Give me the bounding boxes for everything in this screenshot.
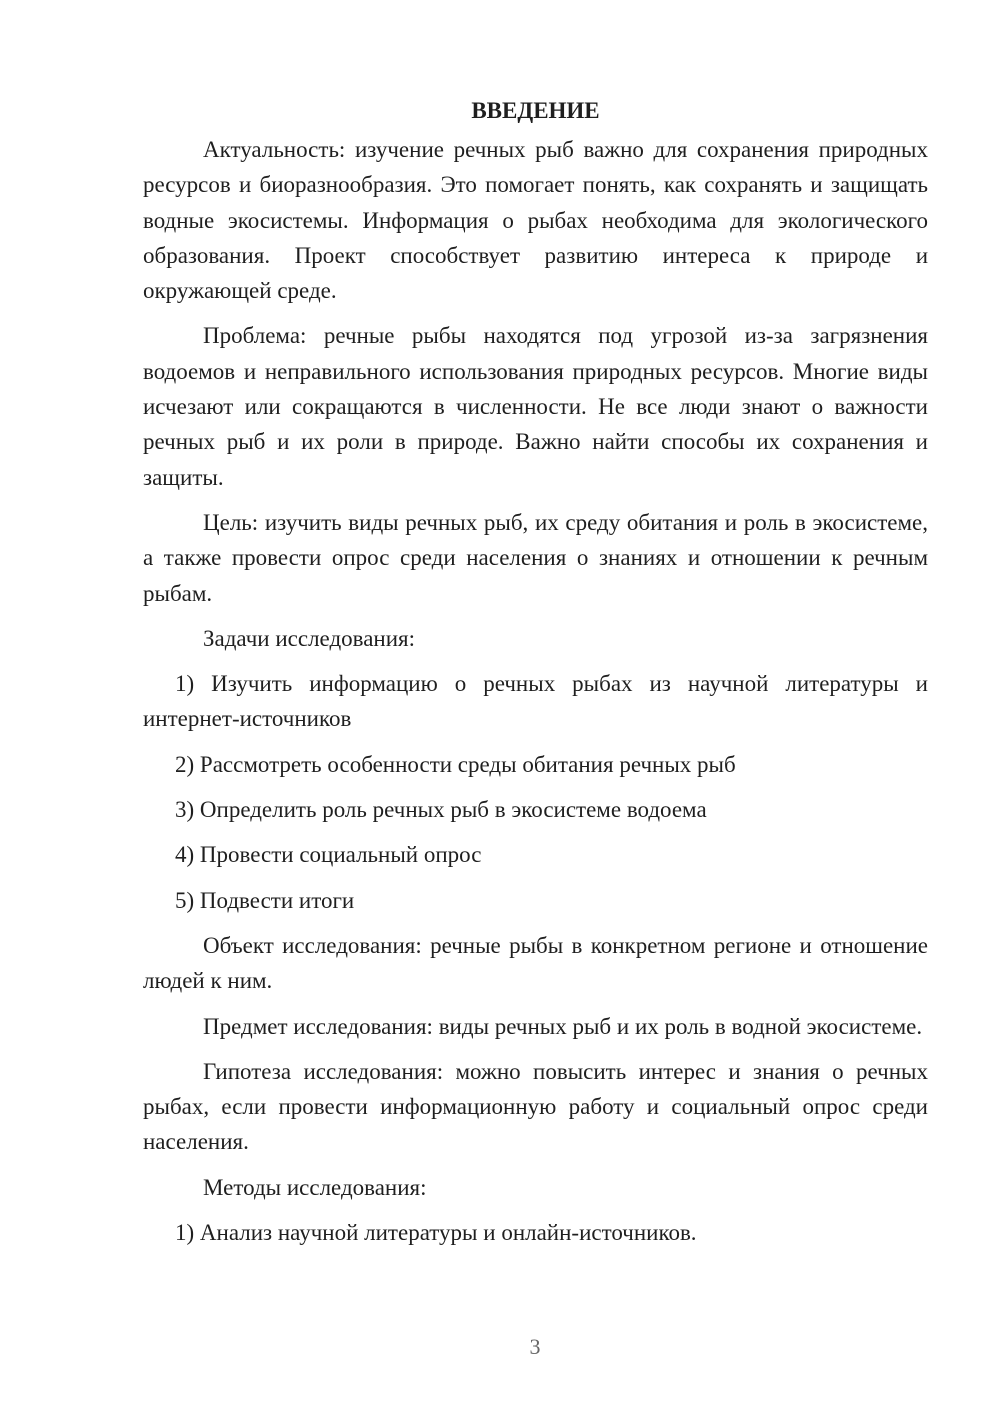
task-item-5: 5) Подвести итоги xyxy=(175,887,355,913)
tasks-title: Задачи исследования: xyxy=(203,625,416,651)
subject-paragraph: Предмет исследования: виды речных рыб и их роль в водной экосистеме. xyxy=(203,1013,923,1039)
object-paragraph: Объект исследования: речные рыбы в конкретном регионе и отношение людей к ним. xyxy=(143,932,928,994)
task-item-1: 1) Изучить информацию о речных рыбах из научной литературы и интернет-источников xyxy=(143,671,928,732)
task-item-4: 4) Провести социальный опрос xyxy=(175,842,482,868)
task-item-2: 2) Рассмотреть особенности среды обитания речных рыб xyxy=(175,751,736,777)
problem-paragraph: Проблема: речные рыбы находятся под угрозой из-за загрязнения водоемов и неправильного использования природных ресурсов. Многие виды исчезают или сокращаются в численности. Не все люди знают о важности речных рыб и их роли в природе. Важно найти способы их сохранения и защиты. xyxy=(143,323,928,490)
hypothesis-paragraph: Гипотеза исследования: можно повысить интерес и знания о речных рыбах, если провести информационную работу и социальный опрос среди населения. xyxy=(143,1058,928,1155)
page-content xyxy=(143,93,928,1260)
method-item-1: 1) Анализ научной литературы и онлайн-источников. xyxy=(175,1220,697,1246)
task-item-3: 3) Определить роль речных рыб в экосистеме водоема xyxy=(175,797,707,823)
methods-title: Методы исследования: xyxy=(203,1174,427,1200)
relevance-paragraph: Актуальность: изучение речных рыб важно для сохранения природных ресурсов и биоразнообразия. Это помогает понять, как сохранять и защищать водные экосистемы. Информация о рыбах необходима для экологического образования. Проект способствует развитию интереса к природе и окружающей среде. xyxy=(143,137,928,304)
section-heading: ВВЕДЕНИЕ xyxy=(471,98,600,123)
goal-paragraph: Цель: изучить виды речных рыб, их среду обитания и роль в экосистеме, а также провести опрос среди населения о знаниях и отношении к речным рыбам. xyxy=(143,509,928,606)
page-number: 3 xyxy=(529,1334,541,1359)
